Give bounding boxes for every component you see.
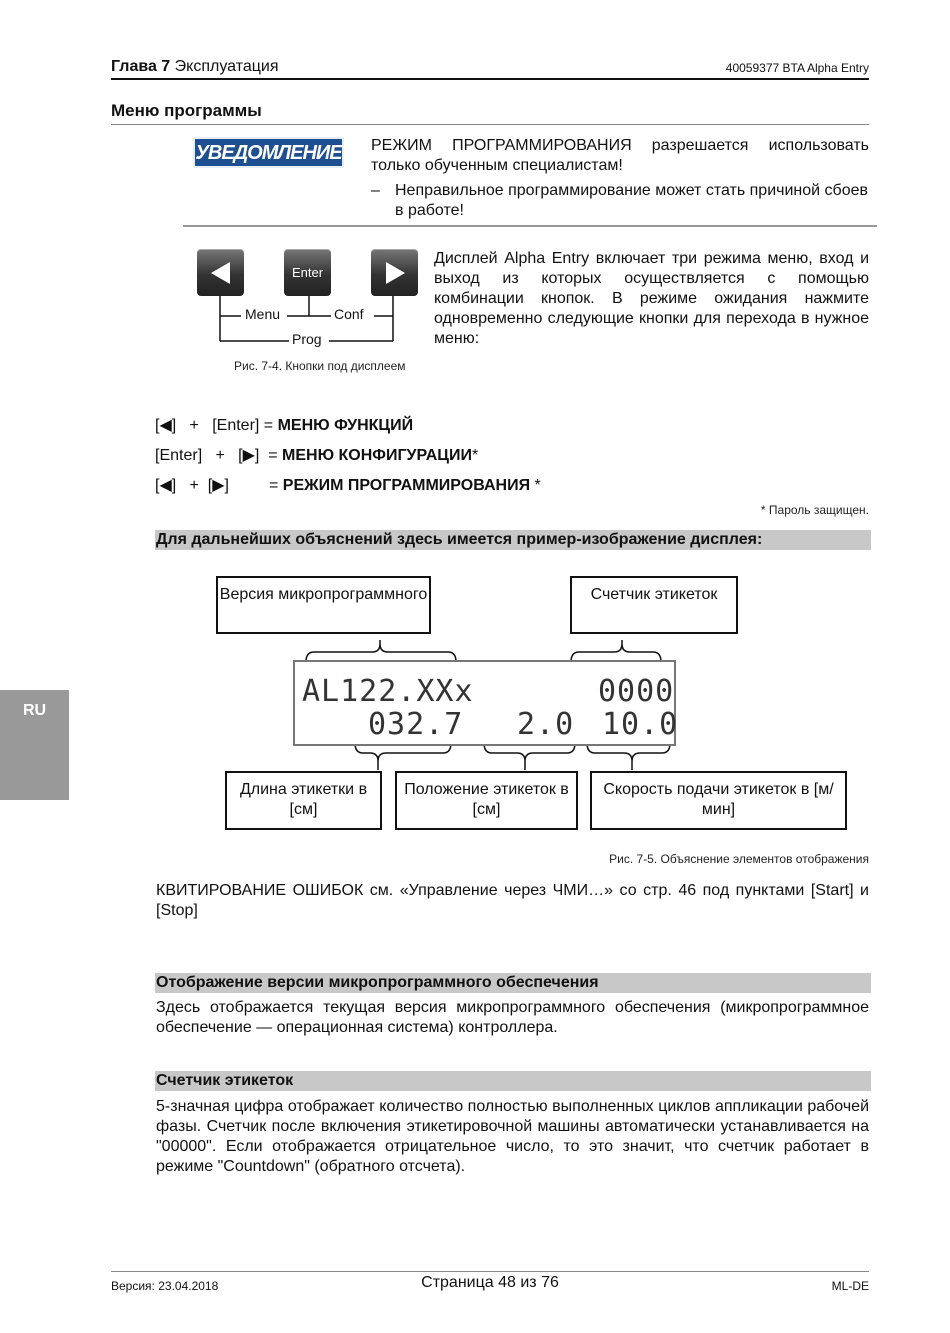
firmware-version-label-box xyxy=(216,576,431,634)
combo-keys: [Enter] + [▶] = xyxy=(155,447,278,464)
footer-code: ML-DE xyxy=(831,1279,869,1293)
lcd-label-counter: 0000 xyxy=(598,674,675,709)
section-rule xyxy=(111,124,869,125)
combo-result: РЕЖИМ ПРОГРАММИРОВАНИЯ xyxy=(282,477,531,494)
right-arrow-button xyxy=(371,249,418,296)
prog-combo-label: Prog xyxy=(292,331,322,347)
label-position-box xyxy=(395,771,578,830)
enter-button-label: Enter xyxy=(291,265,324,280)
document-reference: 40059377 BTA Alpha Entry xyxy=(725,61,869,75)
intro-paragraph: Дисплей Alpha Entry включает три режима меню, вход и выход из которых осуществляется с помощью комбинации кнопок. В режиме ожидания нажмите одновременно следующие кнопки для перехода в нужное меню: xyxy=(434,250,869,347)
feed-speed-label: Скорость подачи этикеток в [м/мин] xyxy=(603,781,834,818)
counter-section-heading: Счетчик этикеток xyxy=(155,1071,871,1091)
left-arrow-button xyxy=(197,249,244,296)
password-note: * Пароль защищен. xyxy=(760,503,869,517)
combo-function-menu xyxy=(155,415,413,435)
buttons-figure-caption: Рис. 7-4. Кнопки под дисплеем xyxy=(234,359,406,373)
counter-section-text: 5-значная цифра отображает количество полностью выполненных циклов аппликации рабочей фазы. Счетчик после включения этикетировочной машины автоматически устанавливается на "00000". Если отображается отрицательное число, то это значит, что счетчик работает в режиме "Countdown" (обратного отсчета). xyxy=(156,1098,869,1175)
notice-bullet-text: Неправильное программирование может стать причиной сбоев в работе! xyxy=(395,182,868,219)
combo-result: МЕНЮ ФУНКЦИЙ xyxy=(277,417,414,434)
section-title: Меню программы xyxy=(111,101,262,120)
label-position-label: Положение этикеток в [см] xyxy=(404,781,569,818)
header-rule xyxy=(111,78,869,80)
label-counter-label-box xyxy=(570,576,738,634)
left-arrow-icon xyxy=(208,260,234,286)
notice-bullet xyxy=(371,181,869,221)
label-counter-label: Счетчик этикеток xyxy=(590,586,718,603)
firmware-section-text: Здесь отображается текущая версия микропрограммного обеспечения (микропрограммное обеспечение — операционная система) контроллера. xyxy=(156,999,869,1036)
combo-result: МЕНЮ КОНФИГУРАЦИИ xyxy=(282,447,472,464)
lcd-feed-speed: 10.0 xyxy=(602,707,679,742)
conf-combo-label: Conf xyxy=(334,306,364,322)
footer-version: Версия: 23.04.2018 xyxy=(111,1279,219,1293)
combo-program-mode xyxy=(155,475,541,495)
example-heading: Для дальнейших объяснений здесь имеется пример-изображение дисплея: xyxy=(155,530,871,550)
enter-button xyxy=(284,249,331,296)
display-figure-caption: Рис. 7-5. Объяснение элементов отображения xyxy=(609,852,869,866)
chapter-header xyxy=(111,58,279,76)
combo-config-menu xyxy=(155,445,478,465)
error-ack-paragraph: КВИТИРОВАНИЕ ОШИБОК см. «Управление через ЧМИ…» со стр. 46 под пунктами [Start] и [Stop] xyxy=(156,882,869,919)
firmware-section-heading: Отображение версии микропрограммного обеспечения xyxy=(155,973,871,993)
combo-suffix: * xyxy=(471,447,479,464)
bullet-dash: – xyxy=(371,182,380,199)
notice-badge: УВЕДОМЛЕНИЕ xyxy=(193,137,344,168)
label-length-label: Длина этикетки в [см] xyxy=(239,781,368,818)
chapter-number: Глава 7 xyxy=(111,58,171,75)
menu-combo-label: Menu xyxy=(245,306,281,322)
combo-keys: [◀] + [Enter] = xyxy=(155,417,274,434)
right-arrow-icon xyxy=(382,260,408,286)
notice-rule xyxy=(183,225,877,227)
notice-text: РЕЖИМ ПРОГРАММИРОВАНИЯ разрешается использовать только обученным специалистам! xyxy=(371,137,869,174)
chapter-title: Эксплуатация xyxy=(174,58,279,75)
feed-speed-box xyxy=(590,771,847,830)
footer-page-number: Страница 48 из 76 xyxy=(421,1274,559,1291)
lcd-label-position: 2.0 xyxy=(517,707,575,742)
language-tab: RU xyxy=(0,690,69,800)
label-length-box xyxy=(225,771,382,830)
firmware-version-label: Версия микропрограммного xyxy=(219,586,428,603)
footer-rule xyxy=(111,1271,869,1272)
combo-keys: [◀] + [▶] = xyxy=(155,477,279,494)
combo-suffix: * xyxy=(530,477,541,494)
lcd-label-length: 032.7 xyxy=(368,707,464,742)
lcd-firmware-version: AL122.XXx xyxy=(302,674,474,709)
